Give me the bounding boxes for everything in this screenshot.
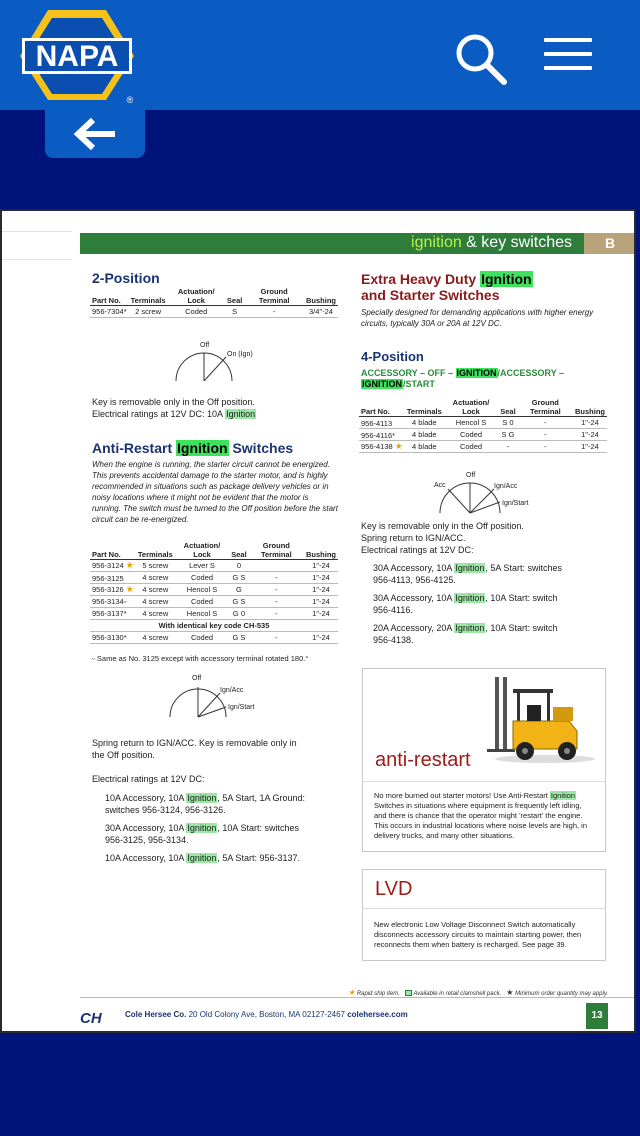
footer-address: Cole Hersee Co. 20 Old Colony Ave, Boston, MA 02127-2467 colehersee.com bbox=[125, 1010, 408, 1019]
heavy-duty-title: Extra Heavy Duty Ignition and Starter Switches bbox=[361, 271, 532, 303]
table-header-row: Part No. Terminals Actuation/ Lock Seal Ground Terminal Bushing bbox=[90, 287, 338, 306]
table-row: 956-4113 4 blade Hencol S S 0 - 1"-24 bbox=[359, 417, 607, 429]
napa-logo[interactable] bbox=[18, 8, 136, 104]
lvd-card-text: New electronic Low Voltage Disconnect Switch automatically disconnects accessory circuits to maintain starting power, then reconnects them when battery is recharged. See page 39. bbox=[374, 920, 582, 949]
anti-restart-footnote: ᵕ Same as No. 3125 except with accessory terminal rotated 180.° bbox=[92, 654, 309, 663]
table-row: 956-7304* 2 screw Coded S - 3/4"-24 bbox=[90, 306, 338, 318]
anti-restart-intro: When the engine is running, the starter circuit cannot be energized. This prevents accidental damage to the starter motor, and is highly recommended in situations such as package delivery vehicles or in noisy locations where it might not be evident that the motor is running. The switch must be turned to the Off position before the start circuit can be re-energized. bbox=[92, 460, 338, 524]
table-row: 956-4138 ★ 4 blade Coded - - 1"-24 bbox=[359, 441, 607, 453]
anti-restart-card-title: anti-restart bbox=[375, 749, 471, 771]
anti-restart-rating: 10A Accessory, 10A Ignition, 5A Start, 1A Ground: switches 956-3124, 956-3126. bbox=[105, 793, 305, 815]
minimum-order-star-icon: ★ bbox=[506, 988, 514, 997]
forklift-image bbox=[483, 675, 599, 765]
registered-mark: ® bbox=[126, 95, 134, 104]
diagram-off-label: Off bbox=[192, 675, 202, 682]
anti-restart-rating: 30A Accessory, 10A Ignition, 10A Start: switches 956-3125, 956-3134. bbox=[105, 823, 299, 845]
retail-pack-icon bbox=[405, 990, 412, 996]
lvd-card-title: LVD bbox=[375, 878, 413, 900]
table-row: 956-3125 4 screw Coded G S - 1"-24 bbox=[90, 572, 338, 584]
anti-restart-card bbox=[362, 668, 606, 852]
anti-restart-table bbox=[90, 541, 338, 644]
anti-restart-rating: 10A Accessory, 10A Ignition, 5A Start: 956-3137. bbox=[105, 853, 300, 863]
app-header bbox=[0, 0, 640, 110]
heavy-duty-intro: Specially designed for demanding applications with higher energy circuits, typically 30A or 20A at 12V DC. bbox=[361, 308, 594, 328]
rapid-ship-star-icon: ★ bbox=[348, 988, 356, 997]
table-group-row: With identical key code CH-535 bbox=[90, 620, 338, 632]
search-icon[interactable] bbox=[452, 30, 508, 86]
four-position-subtitle: ACCESSORY – OFF – IGNITION/ACCESSORY – IGNITION/START bbox=[361, 368, 565, 389]
table-row: 956-3130* 4 screw Coded G S - 1"-24 bbox=[90, 632, 338, 644]
table-row: 956-3137* 4 screw Hencol S G 0 - 1"-24 bbox=[90, 608, 338, 620]
two-position-note: Key is removable only in the Off position. Electrical ratings at 12V DC: 10A Ignition bbox=[92, 397, 256, 419]
page-header-bar bbox=[80, 233, 584, 254]
table-row: 956-3126 ★ 4 screw Hencol S G - 1"-24 bbox=[90, 584, 338, 596]
legend: ★ Rapid ship item. Available in retail clamshell pack. ★ Minimum order quantity may apply. bbox=[348, 988, 609, 997]
table-header-row: Part No. Terminals Actuation/ Lock Seal Ground Terminal Bushing bbox=[359, 398, 607, 417]
diagram-off-label: Off bbox=[466, 472, 476, 479]
two-position-title: 2-Position bbox=[92, 270, 160, 286]
catalog-page[interactable] bbox=[0, 209, 636, 1033]
svg-text:CH: CH bbox=[80, 1010, 102, 1025]
anti-restart-note: Spring return to IGN/ACC. Key is removable only in the Off position. bbox=[92, 738, 297, 760]
hamburger-icon[interactable] bbox=[544, 38, 592, 74]
diagram-off-label: Off bbox=[200, 342, 210, 349]
diagram-acc-label: Ign/Acc bbox=[220, 687, 244, 694]
brand-text: NAPA bbox=[35, 40, 119, 73]
four-position-title: 4-Position bbox=[361, 349, 424, 364]
cole-hersee-logo bbox=[80, 1007, 110, 1025]
anti-restart-diagram bbox=[164, 671, 274, 719]
diagram-start-label: Ign/Start bbox=[228, 704, 255, 711]
page-header-title: ignition & key switches bbox=[411, 234, 572, 251]
diagram-start-label: Ign/Start bbox=[502, 500, 529, 507]
four-position-table bbox=[359, 398, 607, 453]
page-number: 13 bbox=[586, 1003, 608, 1029]
anti-restart-card-text: No more burned out starter motors! Use Anti-Restart Ignition Switches in situations where equipment is frequently left idling, and there is chance that the operator might 'restart' the engine. This occurs in industrial locations where noise levels are high, in delivery trucks, and many other situations. bbox=[374, 791, 588, 840]
diagram-acc-label: Ign/Acc bbox=[494, 483, 518, 490]
four-position-rating: 20A Accessory, 20A Ignition, 10A Start: switch 956-4138. bbox=[373, 623, 558, 645]
two-position-diagram bbox=[170, 335, 270, 383]
diagram-acc-left-label: Acc bbox=[434, 482, 446, 489]
four-position-notes: Key is removable only in the Off position. Spring return to IGN/ACC. Electrical ratings at 12V DC: bbox=[361, 521, 524, 555]
four-position-rating: 30A Accessory, 10A Ignition, 5A Start: switches 956-4113, 956-4125. bbox=[373, 563, 562, 585]
section-tab: B bbox=[584, 233, 636, 254]
table-row: 956-3134ᵕ 4 screw Coded G S - 1"-24 bbox=[90, 596, 338, 608]
anti-restart-ratings-title: Electrical ratings at 12V DC: bbox=[92, 774, 205, 784]
anti-restart-title: Anti-Restart Ignition Switches bbox=[92, 440, 294, 456]
back-arrow-icon bbox=[45, 110, 145, 158]
four-position-rating: 30A Accessory, 10A Ignition, 10A Start: switch 956-4116. bbox=[373, 593, 558, 615]
two-position-table bbox=[90, 287, 338, 318]
table-header-row: Part No. Terminals Actuation/ Lock Seal Ground Terminal Bushing bbox=[90, 541, 338, 560]
lvd-card bbox=[362, 869, 606, 961]
table-row: 956-3124 ★ 5 screw Lever S 0 1"-24 bbox=[90, 560, 338, 572]
diagram-on-label: On (Ign) bbox=[227, 351, 253, 358]
back-button[interactable] bbox=[45, 110, 145, 158]
table-row: 956-4116* 4 blade Coded S G - 1"-24 bbox=[359, 429, 607, 441]
